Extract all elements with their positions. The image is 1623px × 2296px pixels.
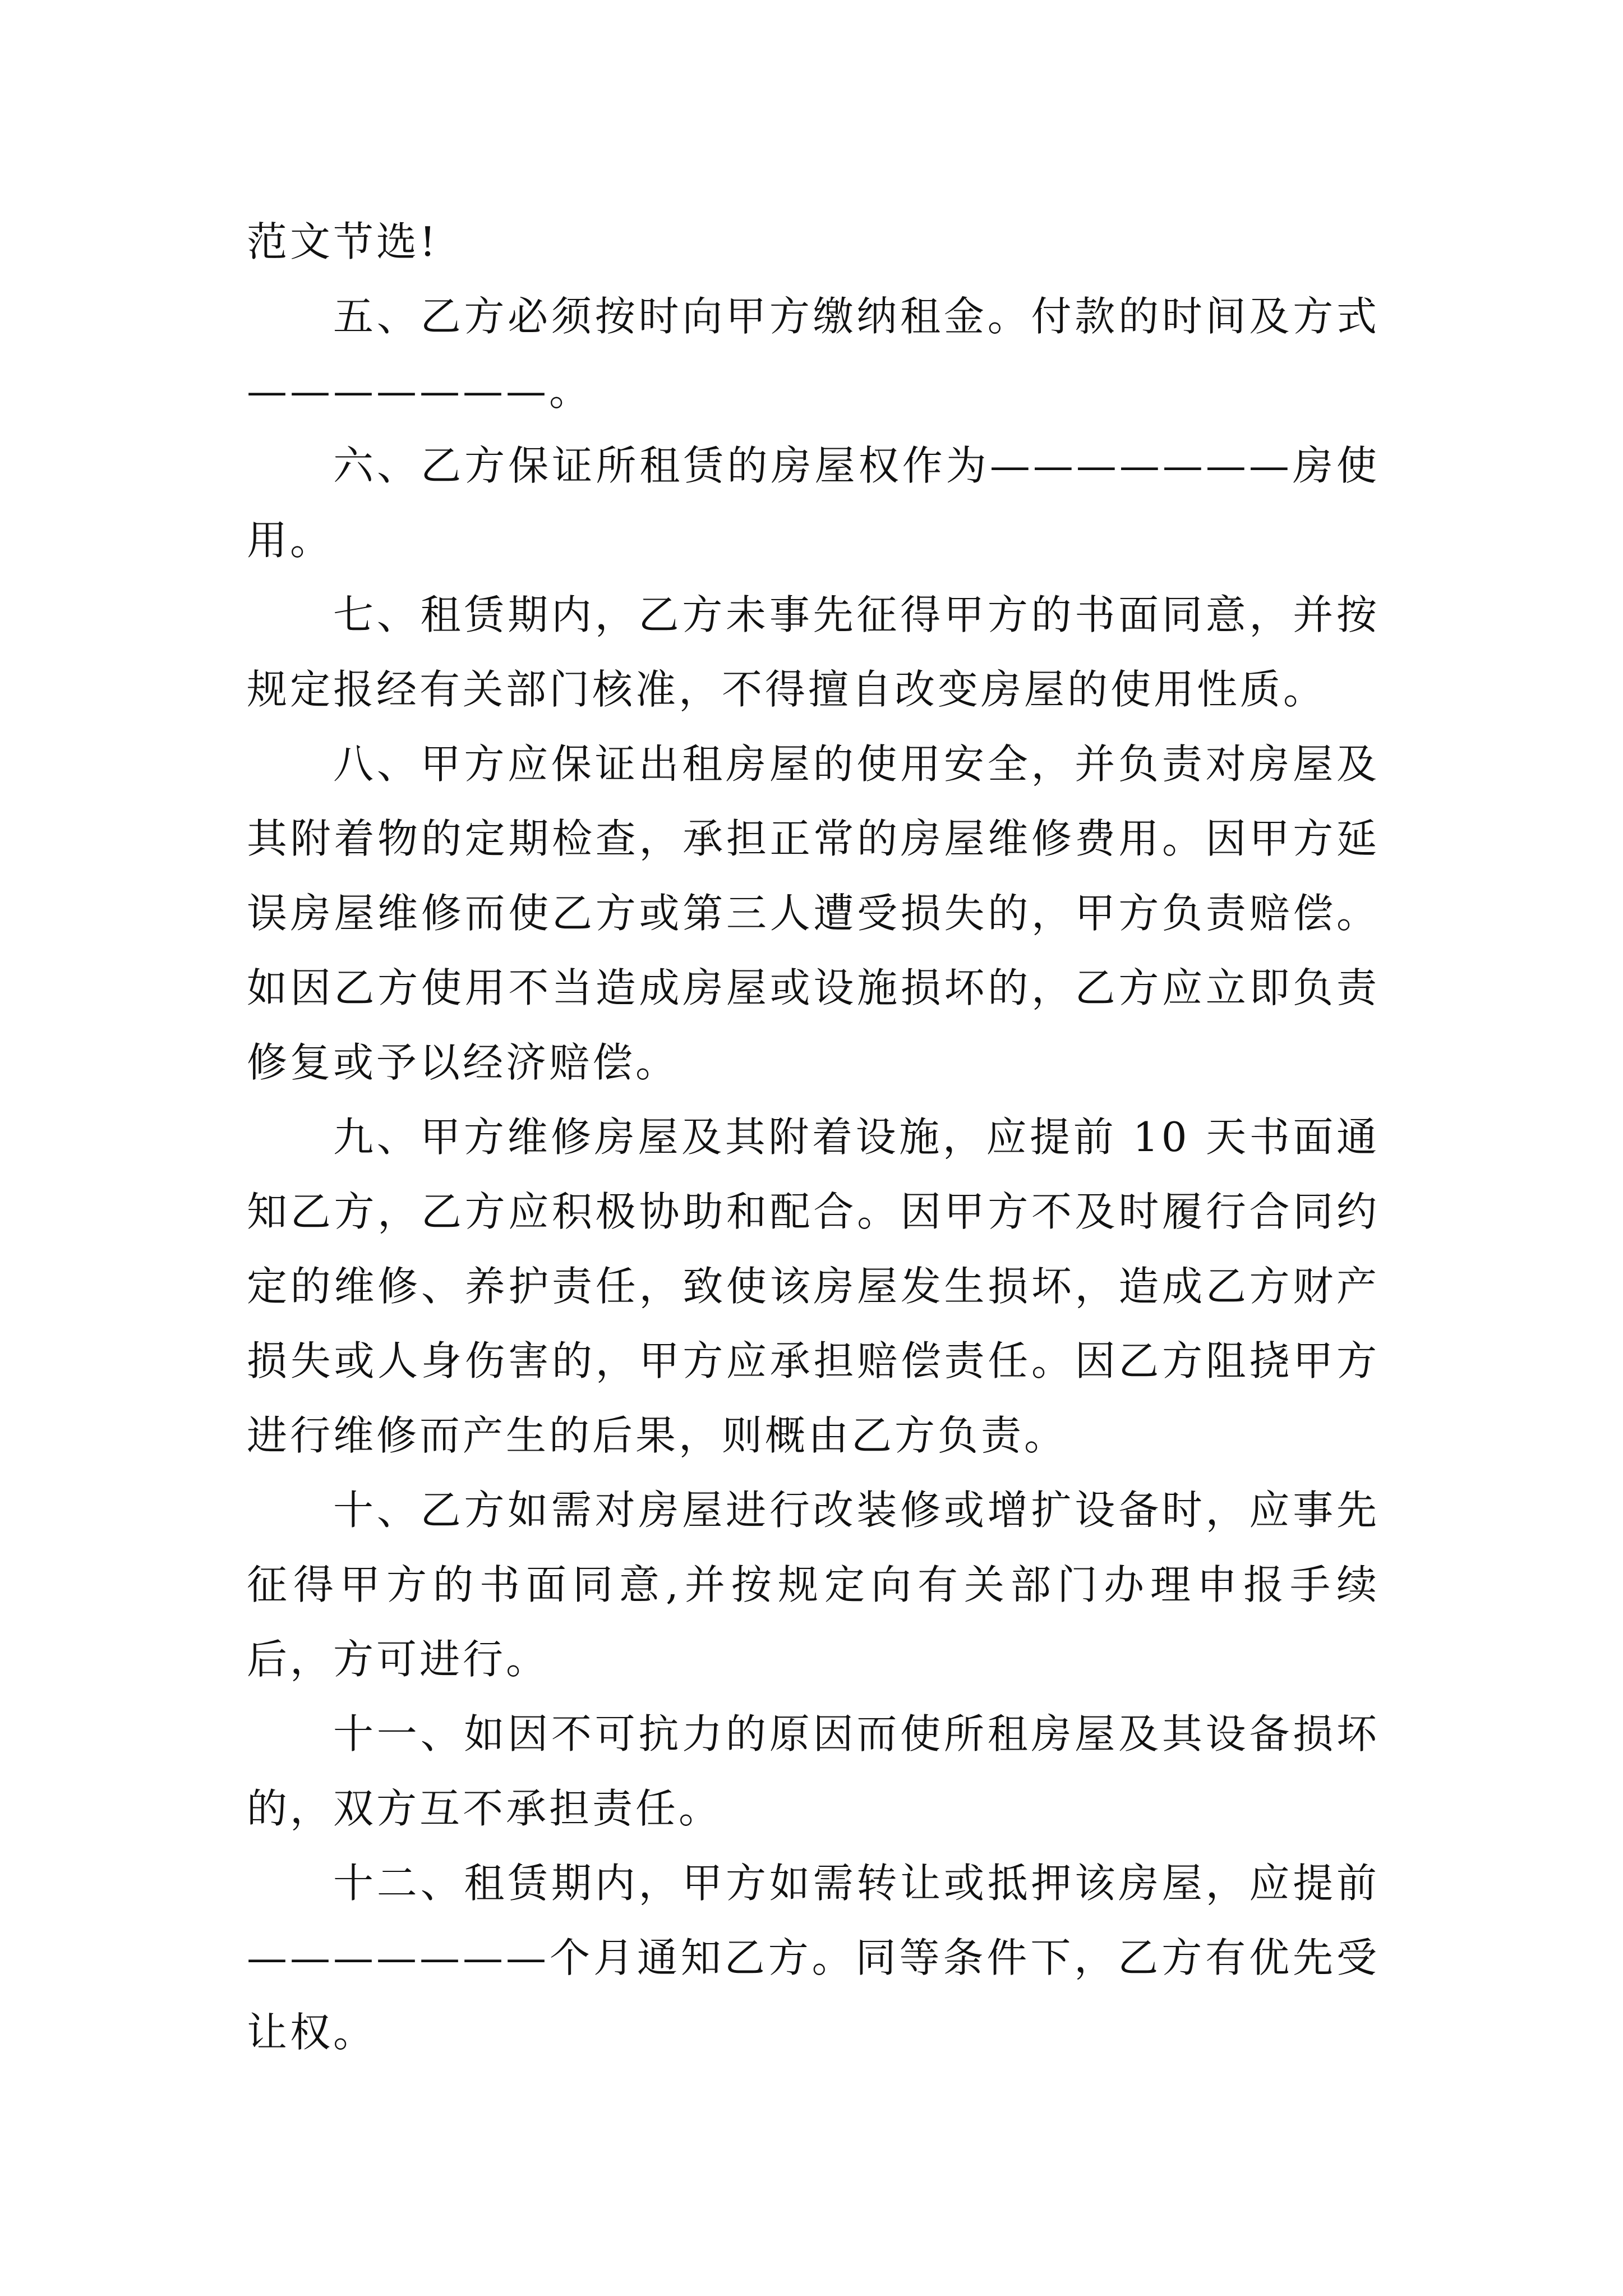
paragraph-excerpt-note: 范文节选! <box>247 218 439 265</box>
paragraph-clause-7: 七、租赁期内，乙方未事先征得甲方的书面同意，并按规定报经有关部门核准，不得擅自改变房屋的使用性质。 <box>247 591 1380 713</box>
paragraph-clause-12: 十二、租赁期内，甲方如需转让或抵押该房屋，应提前———————个月通知乙方。同等条件下，乙方有优先受让权。 <box>247 1860 1380 2056</box>
paragraph-clause-10: 十、乙方如需对房屋进行改装修或增扩设备时，应事先征得甲方的书面同意,并按规定向有关部门办理申报手续后，方可进行。 <box>247 1487 1380 1683</box>
paragraph-clause-11: 十一、如因不可抗力的原因而使所租房屋及其设备损坏的，双方互不承担责任。 <box>247 1710 1380 1832</box>
document-body <box>247 205 1380 2070</box>
paragraph-clause-8: 八、甲方应保证出租房屋的使用安全，并负责对房屋及其附着物的定期检查，承担正常的房屋维修费用。因甲方延误房屋维修而使乙方或第三人遭受损失的，甲方负责赔偿。如因乙方使用不当造成房屋或设施损坏的，乙方应立即负责修复或予以经济赔偿。 <box>247 740 1380 1086</box>
paragraph-clause-5: 五、乙方必须按时向甲方缴纳租金。付款的时间及方式———————。 <box>247 293 1380 415</box>
paragraph-clause-9: 九、甲方维修房屋及其附着设施，应提前 10 天书面通知乙方，乙方应积极协助和配合。因甲方不及时履行合同约定的维修、养护责任，致使该房屋发生损坏，造成乙方财产损失或人身伤害的，甲方应承担赔偿责任。因乙方阻挠甲方进行维修而产生的后果，则概由乙方负责。 <box>247 1114 1380 1459</box>
paragraph-clause-6: 六、乙方保证所租赁的房屋权作为———————房使用。 <box>247 442 1380 564</box>
